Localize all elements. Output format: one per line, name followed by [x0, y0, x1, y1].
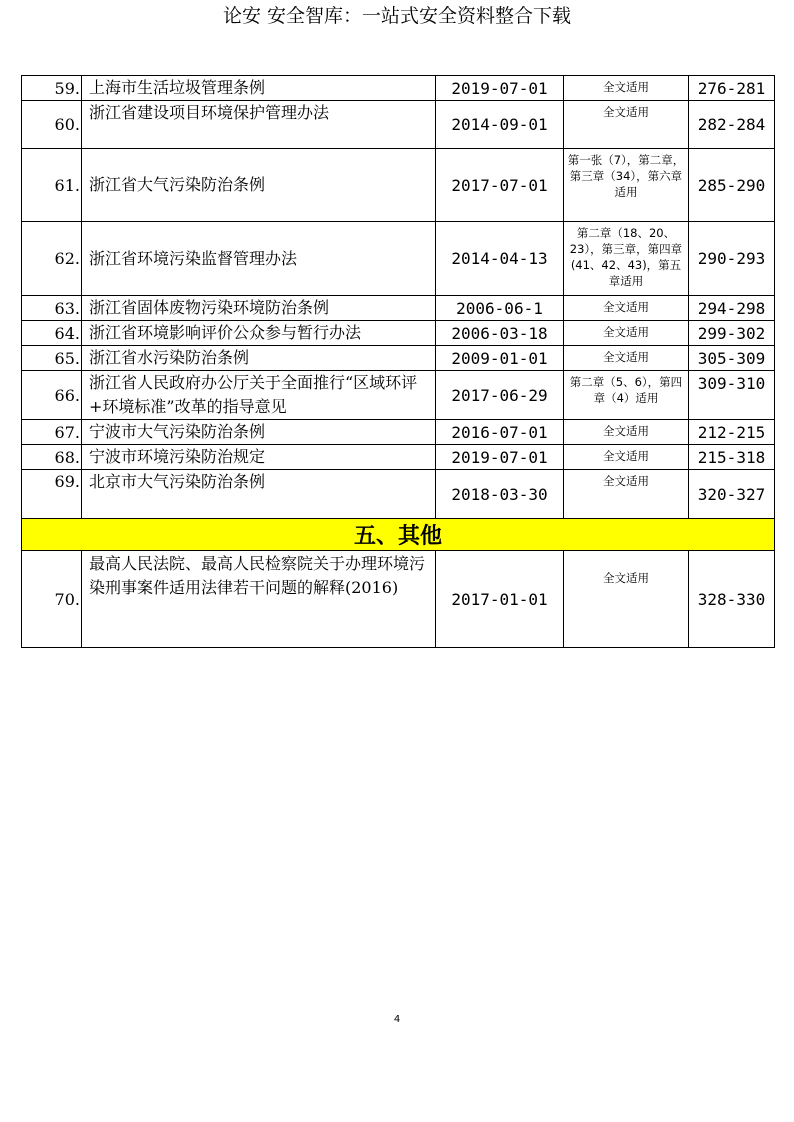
- row-number: 66.: [22, 371, 82, 420]
- applicability: 第二章（5、6），第四章（4）适用: [564, 371, 689, 420]
- regulation-name: 上海市生活垃圾管理条例: [82, 76, 436, 101]
- page-range: 276-281: [689, 76, 775, 101]
- applicability: 全文适用: [564, 296, 689, 321]
- applicability: 全文适用: [564, 346, 689, 371]
- regulation-name: 浙江省环境影响评价公众参与暂行办法: [82, 321, 436, 346]
- effective-date: 2006-06-1: [436, 296, 564, 321]
- section-heading: 五、其他: [22, 519, 775, 551]
- page-range: 212-215: [689, 420, 775, 445]
- effective-date: 2009-01-01: [436, 346, 564, 371]
- table-row: [22, 76, 775, 101]
- page-header: 论安 安全智库：一站式安全资料整合下载: [222, 5, 572, 27]
- regulation-name: 浙江省固体废物污染环境防治条例: [82, 296, 436, 321]
- applicability: 全文适用: [564, 470, 689, 519]
- effective-date: 2006-03-18: [436, 321, 564, 346]
- section-row: [22, 519, 775, 551]
- regulation-name: 浙江省环境污染监督管理办法: [82, 222, 436, 296]
- page-range: 320-327: [689, 470, 775, 519]
- regulation-name: 北京市大气污染防治条例: [82, 470, 436, 519]
- effective-date: 2017-06-29: [436, 371, 564, 420]
- row-number: 63.: [22, 296, 82, 321]
- effective-date: 2019-07-01: [436, 76, 564, 101]
- regulation-name: 浙江省人民政府办公厅关于全面推行“区域环评+环境标准”改革的指导意见: [82, 371, 436, 420]
- table-row: [22, 470, 775, 519]
- page-range: 290-293: [689, 222, 775, 296]
- table-row: [22, 551, 775, 648]
- row-number: 68.: [22, 445, 82, 470]
- table-row: [22, 321, 775, 346]
- table-row: [22, 296, 775, 321]
- effective-date: 2017-01-01: [436, 551, 564, 648]
- effective-date: 2018-03-30: [436, 470, 564, 519]
- page-range: 299-302: [689, 321, 775, 346]
- table-row: [22, 222, 775, 296]
- table-row: [22, 346, 775, 371]
- row-number: 61.: [22, 149, 82, 222]
- page-range: 328-330: [689, 551, 775, 648]
- row-number: 65.: [22, 346, 82, 371]
- effective-date: 2014-09-01: [436, 101, 564, 149]
- row-number: 69.: [22, 470, 82, 519]
- regulation-name: 浙江省水污染防治条例: [82, 346, 436, 371]
- table-row: [22, 371, 775, 420]
- row-number: 70.: [22, 551, 82, 648]
- applicability: 全文适用: [564, 445, 689, 470]
- applicability: 第二章（18、20、23），第三章，第四章(41、42、43)，第五章适用: [564, 222, 689, 296]
- effective-date: 2016-07-01: [436, 420, 564, 445]
- regulations-table: [21, 75, 775, 648]
- regulation-name: 浙江省大气污染防治条例: [82, 149, 436, 222]
- table-row: [22, 420, 775, 445]
- row-number: 67.: [22, 420, 82, 445]
- regulation-name: 宁波市环境污染防治规定: [82, 445, 436, 470]
- table-row: [22, 101, 775, 149]
- effective-date: 2014-04-13: [436, 222, 564, 296]
- regulation-name: 最高人民法院、最高人民检察院关于办理环境污染刑事案件适用法律若干问题的解释(2016): [82, 551, 436, 648]
- effective-date: 2017-07-01: [436, 149, 564, 222]
- page-range: 215-318: [689, 445, 775, 470]
- page-range: 305-309: [689, 346, 775, 371]
- applicability: 全文适用: [564, 551, 689, 648]
- applicability: 全文适用: [564, 101, 689, 149]
- page-number: 4: [393, 1014, 401, 1025]
- table-row: [22, 445, 775, 470]
- row-number: 62.: [22, 222, 82, 296]
- page-range: 309-310: [689, 371, 775, 420]
- row-number: 64.: [22, 321, 82, 346]
- applicability: 全文适用: [564, 321, 689, 346]
- table-row: [22, 149, 775, 222]
- page-range: 282-284: [689, 101, 775, 149]
- effective-date: 2019-07-01: [436, 445, 564, 470]
- applicability: 全文适用: [564, 76, 689, 101]
- regulation-name: 浙江省建设项目环境保护管理办法: [82, 101, 436, 149]
- page-range: 285-290: [689, 149, 775, 222]
- page-range: 294-298: [689, 296, 775, 321]
- applicability: 第一张（7），第二章，第三章（34），第六章适用: [564, 149, 689, 222]
- row-number: 60.: [22, 101, 82, 149]
- regulation-name: 宁波市大气污染防治条例: [82, 420, 436, 445]
- row-number: 59.: [22, 76, 82, 101]
- applicability: 全文适用: [564, 420, 689, 445]
